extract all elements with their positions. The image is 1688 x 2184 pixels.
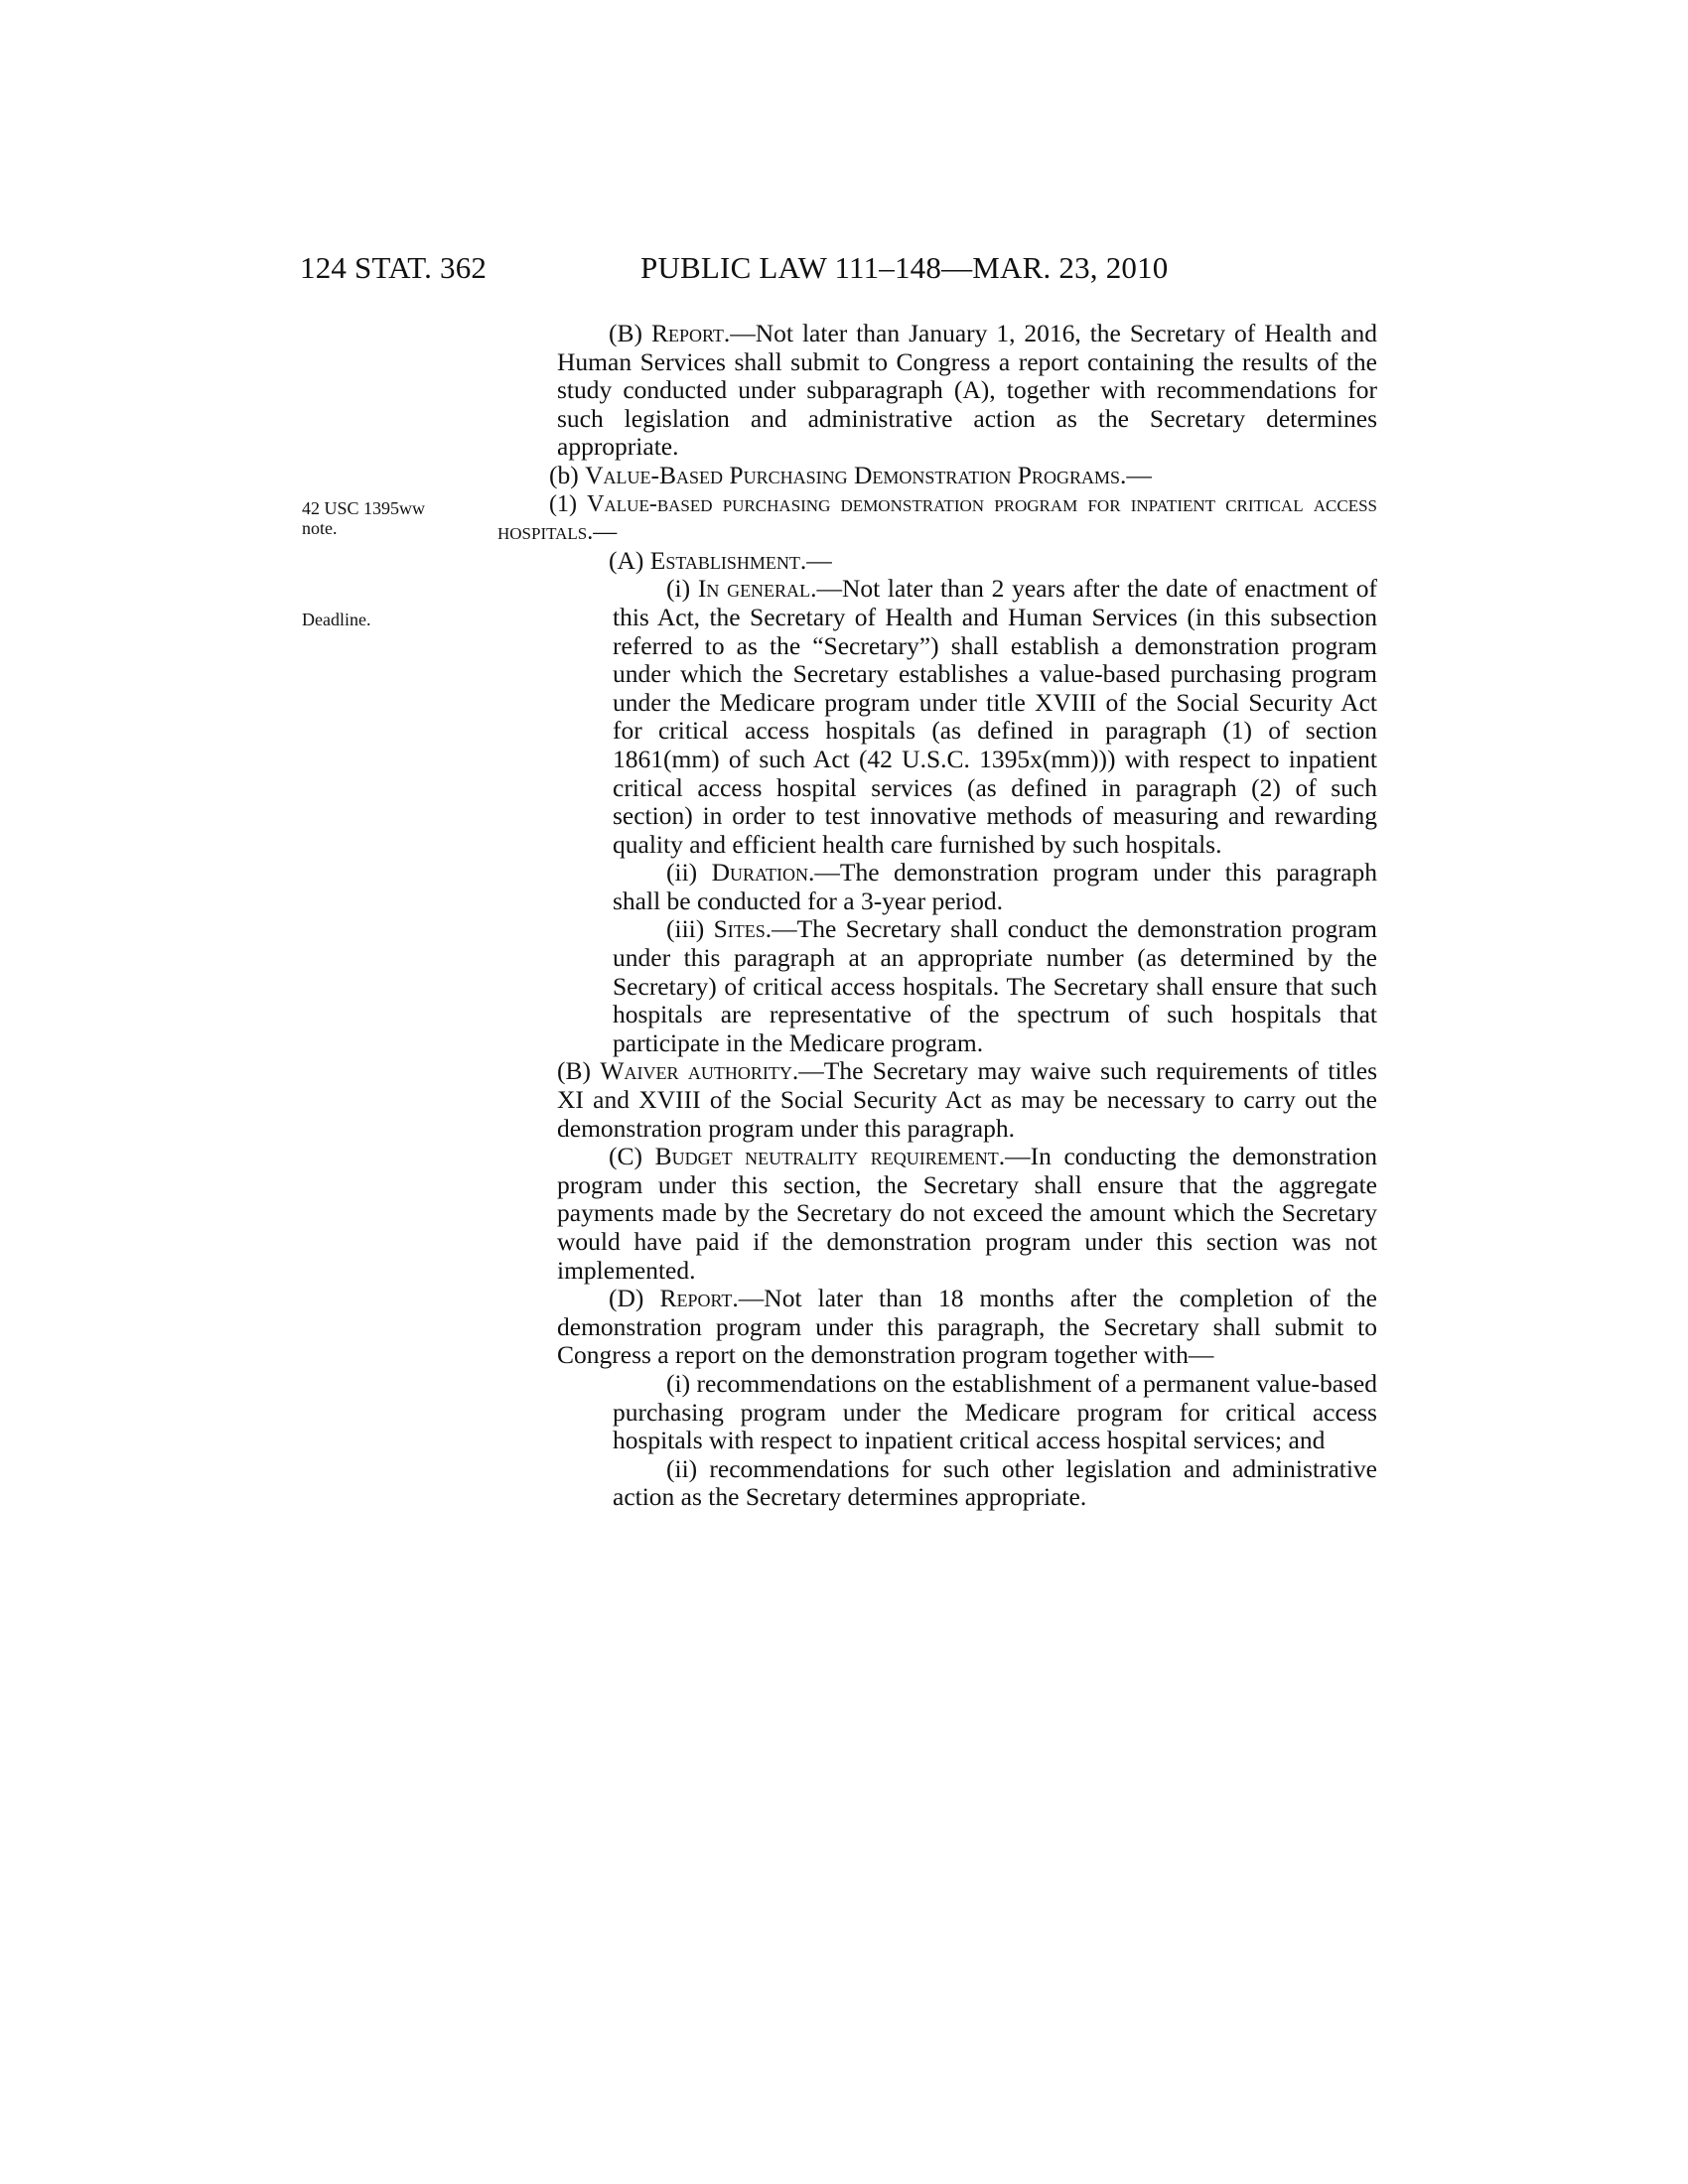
subparagraph-b: (B) Waiver authority.—The Secretary may waive such requirements of titles XI and XVIII of the Social Security Act as may be necessary to carry out the demonstration program under this paragraph. [557, 1056, 1378, 1143]
paragraph-1-heading: (1) Value-based purchasing demonstration program for inpatient critical access hospitals.— [497, 490, 1378, 546]
subparagraph-d: (D) Report.—Not later than 18 months after the completion of the demonstration program under this paragraph, the Secretary shall submit to Congress a report on the demonstration program together with— [557, 1284, 1377, 1370]
margin-note-deadline: Deadline. [302, 610, 371, 629]
margin-note-usc-line1: 42 USC 1395ww [302, 498, 426, 518]
subparagraph-c: (C) Budget neutrality requirement.—In conducting the demonstration program under this section, the Secretary shall ensure that the aggregate payments made by the Secretary do not exceed the amount which the Secretary would have paid if the demonstration program under this section was not implemented. [557, 1142, 1377, 1285]
heading-report-b: Report [650, 319, 724, 347]
running-header: PUBLIC LAW 111–148—MAR. 23, 2010 [640, 250, 1169, 285]
clause-a-i: (i) In general.—Not later than 2 years after the date of enactment of this Act, the Secretary of Health and Human Services (in this subsection referred to as the “Secretary”) shall establish a demonstration program under which the Secretary establishes a value-based purchasing program under the Medicare program under title XVIII of the Social Security Act for critical access hospitals (as defined in paragraph (1) of section 1861(mm) of such Act (42 U.S.C. 1395x(mm))) with respect to inpatient critical access hospital services (as defined in paragraph (2) of such section) in order to test innovative methods of measuring and rewarding quality and efficient health care furnished by such hospitals. [613, 574, 1378, 859]
statute-body [497, 319, 1378, 1512]
margin-note-usc-line2: note. [302, 518, 338, 538]
clause-d-ii: (ii) recommendations for such other legislation and administrative action as the Secretary determines appropriate. [613, 1453, 1377, 1512]
page-stat-number: 124 STAT. 362 [300, 250, 488, 285]
clause-a-ii: (ii) Duration.—The demonstration program under this paragraph shall be conducted for a 3-year period. [613, 858, 1378, 915]
margin-note-usc [302, 498, 500, 538]
clause-d-i: (i) recommendations on the establishment of a permanent value-based purchasing program under the Medicare program for critical access hospitals with respect to inpatient critical access hospital services; and [613, 1368, 1377, 1455]
paragraph-report-b: (B) Report.—Not later than January 1, 2016, the Secretary of Health and Human Services shall submit to Congress a report containing the results of the study conducted under subparagraph (A), together with recommendations for such legislation and administrative action as the Secretary determines appropriate. [557, 319, 1377, 462]
subsection-b-heading: (b) Value-Based Purchasing Demonstration Programs.— [549, 460, 1152, 489]
clause-a-iii: (iii) Sites.—The Secretary shall conduct the demonstration program under this paragraph at an appropriate number (as determined by the Secretary) of critical access hospitals. The Secretary shall ensure that such hospitals are representative of the spectrum of such hospitals that participate in the Medicare program. [613, 914, 1377, 1057]
subparagraph-a-heading: (A) Establishment.— [609, 545, 832, 575]
